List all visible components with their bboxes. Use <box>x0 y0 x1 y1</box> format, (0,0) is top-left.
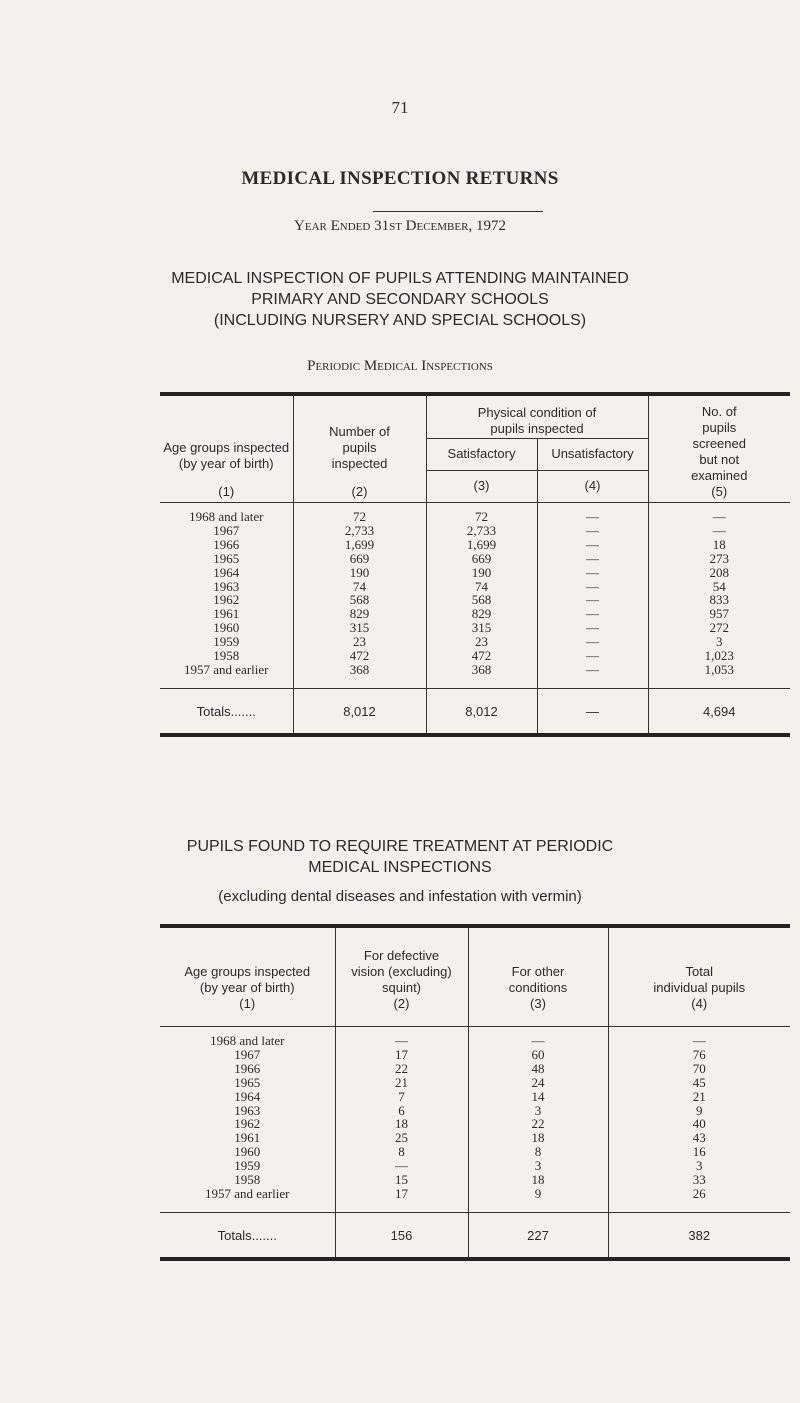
t2-age-cell: 1959 <box>234 1158 261 1174</box>
t1-screened-cell: 18 <box>648 538 790 552</box>
t1-row <box>160 538 790 552</box>
t2-other-cell: 3 <box>468 1159 608 1173</box>
t1-satisfactory-cell: 23 <box>426 635 537 649</box>
t1-row <box>160 607 790 621</box>
t2-age-cell: 1962 <box>234 1116 261 1132</box>
t1-age-cell: 1961 <box>213 606 240 622</box>
t2-total-header <box>608 926 790 1026</box>
t1-unsatisfactory-cell: — <box>537 524 648 538</box>
t1-satisfactory-cell: 190 <box>426 566 537 580</box>
t2-row <box>160 1048 790 1062</box>
unsatisfactory-num: (4) <box>537 470 648 502</box>
t2-other-num: (3) <box>530 995 546 1011</box>
t2-vision-header <box>335 926 468 1026</box>
t1-satisfactory-cell: 1,699 <box>426 538 537 552</box>
year-line: Year Ended 31st December, 1972 <box>294 218 506 234</box>
t1-screened-cell: 273 <box>648 552 790 566</box>
t2-row <box>160 1173 790 1187</box>
t1-screened-cell: 272 <box>648 621 790 635</box>
t1-spacer-cell <box>293 677 426 689</box>
t1-satisfactory-cell: 2,733 <box>426 524 537 538</box>
t1-satisfactory-cell: 74 <box>426 580 537 594</box>
t1-spacer <box>160 677 790 689</box>
t1-unsatisfactory-cell: — <box>537 621 648 635</box>
t2-row <box>160 1187 790 1201</box>
t1-unsatisfactory-cell: — <box>537 580 648 594</box>
t1-number-cell: 829 <box>293 607 426 621</box>
physical-header-line-2: pupils inspected <box>490 420 584 436</box>
t2-age-line-1: Age groups inspected <box>184 963 311 979</box>
number-header-line-3: inspected <box>331 455 388 471</box>
t2-total-line-2: individual pupils <box>653 979 746 995</box>
t2-row <box>160 1145 790 1159</box>
number-header-num: (2) <box>351 483 368 499</box>
t2-vision-line-3: squint) <box>381 979 422 995</box>
t2-total-cell: 21 <box>608 1090 790 1104</box>
t2-vision-cell: 21 <box>335 1076 468 1090</box>
t1-row <box>160 649 790 663</box>
t2-vision-cell: 15 <box>335 1173 468 1187</box>
t2-age-cell: 1958 <box>234 1172 261 1188</box>
t1-spacer-cell <box>537 677 648 689</box>
treatment-table-body <box>160 1026 790 1213</box>
number-header-line-1: Number of <box>329 423 390 439</box>
t1-unsatisfactory-cell: — <box>537 566 648 580</box>
t2-other-line-1: For other <box>511 963 565 979</box>
t2-spacer-cell <box>160 1201 335 1213</box>
t2-age-cell: 1967 <box>234 1046 261 1062</box>
periodic-inspections-heading: Periodic Medical Inspections <box>307 358 493 374</box>
t1-row <box>160 524 790 538</box>
number-header-line-2: pupils <box>342 439 377 455</box>
totals-number: 8,012 <box>293 689 426 735</box>
t2-vision-cell: 18 <box>335 1117 468 1131</box>
t2-total-cell: 33 <box>608 1173 790 1187</box>
t2-vision-cell: — <box>335 1034 468 1048</box>
physical-condition-header <box>426 394 648 438</box>
age-groups-header <box>160 394 293 502</box>
number-inspected-header <box>293 394 426 502</box>
t1-screened-cell: 1,023 <box>648 649 790 663</box>
t2-other-cell: 9 <box>468 1187 608 1201</box>
periodic-table-body <box>160 502 790 689</box>
screened-line-2: pupils <box>702 419 737 435</box>
totals-row <box>160 689 790 735</box>
t1-satisfactory-cell: 568 <box>426 593 537 607</box>
t2-totals-other: 227 <box>468 1213 608 1259</box>
t1-screened-cell: — <box>648 524 790 538</box>
t2-vision-cell: 6 <box>335 1104 468 1118</box>
screened-num: (5) <box>711 483 728 499</box>
t2-row <box>160 1062 790 1076</box>
periodic-inspections-table <box>160 392 790 737</box>
t1-age-cell: 1967 <box>213 522 240 538</box>
t1-age-cell: 1959 <box>213 634 240 650</box>
satisfactory-num: (3) <box>426 470 537 502</box>
t1-number-cell: 23 <box>293 635 426 649</box>
t1-row <box>160 663 790 677</box>
t1-spacer-cell <box>648 677 790 689</box>
t2-other-cell: 18 <box>468 1131 608 1145</box>
t1-number-cell: 2,733 <box>293 524 426 538</box>
t1-age-cell: 1965 <box>213 550 240 566</box>
t2-total-cell: 43 <box>608 1131 790 1145</box>
t1-number-cell: 315 <box>293 621 426 635</box>
t2-other-cell: 18 <box>468 1173 608 1187</box>
t2-age-cell: 1965 <box>234 1074 261 1090</box>
section2-heading <box>0 836 800 878</box>
t2-row <box>160 1090 790 1104</box>
t1-age-cell: 1958 <box>213 648 240 664</box>
t2-total-cell: 9 <box>608 1104 790 1118</box>
t1-screened-cell: 833 <box>648 593 790 607</box>
t2-spacer-cell <box>468 1201 608 1213</box>
t1-number-cell: 1,699 <box>293 538 426 552</box>
t2-age-cell: 1960 <box>234 1144 261 1160</box>
t1-row <box>160 566 790 580</box>
t2-total-cell: 16 <box>608 1145 790 1159</box>
age-header-line-1: Age groups inspected <box>163 439 290 455</box>
t1-row <box>160 552 790 566</box>
totals-satisfactory: 8,012 <box>426 689 537 735</box>
t2-total-cell: 45 <box>608 1076 790 1090</box>
t2-row <box>160 1104 790 1118</box>
t2-header-row <box>160 926 790 1026</box>
t2-total-cell: — <box>608 1034 790 1048</box>
t1-screened-cell: 54 <box>648 580 790 594</box>
t2-other-line-2: conditions <box>508 979 568 995</box>
t2-row <box>160 1159 790 1173</box>
t2-other-cell: 48 <box>468 1062 608 1076</box>
t2-other-cell: 22 <box>468 1117 608 1131</box>
t2-age-cell: 1963 <box>234 1102 261 1118</box>
screened-line-4: but not <box>699 451 740 467</box>
totals-screened: 4,694 <box>648 689 790 735</box>
t1-screened-cell: 208 <box>648 566 790 580</box>
t1-unsatisfactory-cell: — <box>537 538 648 552</box>
t2-age-header <box>160 926 335 1026</box>
t2-vision-cell: 25 <box>335 1131 468 1145</box>
t2-row <box>160 1076 790 1090</box>
t2-vision-cell: — <box>335 1159 468 1173</box>
section1-line-1: MEDICAL INSPECTION OF PUPILS ATTENDING MAINTAINED <box>171 270 629 287</box>
header-row-1 <box>160 394 790 438</box>
t2-vision-cell: 8 <box>335 1145 468 1159</box>
satisfactory-header: Satisfactory <box>426 438 537 470</box>
t1-unsatisfactory-cell: — <box>537 593 648 607</box>
t1-satisfactory-cell: 669 <box>426 552 537 566</box>
t1-number-cell: 568 <box>293 593 426 607</box>
t1-satisfactory-cell: 368 <box>426 663 537 677</box>
t1-number-cell: 74 <box>293 580 426 594</box>
t1-spacer-cell <box>160 677 293 689</box>
t2-age-num: (1) <box>239 995 256 1011</box>
section1-heading <box>0 268 800 331</box>
t1-number-cell: 669 <box>293 552 426 566</box>
t1-unsatisfactory-cell: — <box>537 663 648 677</box>
t1-screened-cell: — <box>648 510 790 524</box>
t2-vision-line-1: For defective <box>363 947 440 963</box>
totals-label: Totals....... <box>160 689 293 735</box>
t2-age-cell: 1968 and later <box>210 1033 285 1048</box>
t1-row <box>160 593 790 607</box>
screened-line-1: No. of <box>701 403 737 419</box>
t1-age-cell: 1962 <box>213 592 240 608</box>
t2-total-num: (4) <box>691 995 708 1011</box>
section1-line-3: (INCLUDING NURSERY AND SPECIAL SCHOOLS) <box>213 312 587 329</box>
t2-age-cell: 1961 <box>234 1130 261 1146</box>
t2-age-line-2: (by year of birth) <box>199 979 295 995</box>
t2-spacer-cell <box>608 1201 790 1213</box>
t1-unsatisfactory-cell: — <box>537 607 648 621</box>
t1-spacer-cell <box>426 677 537 689</box>
t2-spacer-cell <box>335 1201 468 1213</box>
screened-header <box>648 394 790 502</box>
t2-age-cell: 1966 <box>234 1060 261 1076</box>
age-header-num: (1) <box>218 483 235 499</box>
t2-other-header <box>468 926 608 1026</box>
t2-total-cell: 76 <box>608 1048 790 1062</box>
t1-satisfactory-cell: 72 <box>426 510 537 524</box>
t2-other-cell: 8 <box>468 1145 608 1159</box>
screened-line-3: screened <box>692 435 746 451</box>
t1-row <box>160 510 790 524</box>
t2-vision-cell: 7 <box>335 1090 468 1104</box>
t1-screened-cell: 3 <box>648 635 790 649</box>
t2-spacer <box>160 1201 790 1213</box>
t1-age-cell: 1964 <box>213 564 240 580</box>
t2-other-cell: 60 <box>468 1048 608 1062</box>
title-rule <box>373 211 543 212</box>
totals-unsatisfactory: — <box>537 689 648 735</box>
t2-total-cell: 70 <box>608 1062 790 1076</box>
t2-age-cell: 1957 and earlier <box>205 1185 290 1201</box>
t1-screened-cell: 1,053 <box>648 663 790 677</box>
t1-age-cell: 1963 <box>213 578 240 594</box>
t1-number-cell: 368 <box>293 663 426 677</box>
t2-other-cell: — <box>468 1034 608 1048</box>
t1-satisfactory-cell: 315 <box>426 621 537 635</box>
t1-age-cell: 1960 <box>213 620 240 636</box>
t1-age-cell: 1968 and later <box>189 509 264 524</box>
age-header-line-2: (by year of birth) <box>178 455 274 471</box>
t2-total-line-1: Total <box>685 963 713 979</box>
t1-row <box>160 621 790 635</box>
t1-age-cell: 1966 <box>213 536 240 552</box>
document-title: MEDICAL INSPECTION RETURNS <box>241 168 559 189</box>
t2-row <box>160 1034 790 1048</box>
t2-total-cell: 26 <box>608 1187 790 1201</box>
t1-unsatisfactory-cell: — <box>537 552 648 566</box>
t1-unsatisfactory-cell: — <box>537 635 648 649</box>
section1-line-2: PRIMARY AND SECONDARY SCHOOLS <box>251 291 549 308</box>
screened-line-5: examined <box>691 467 748 483</box>
t2-row <box>160 1131 790 1145</box>
t1-satisfactory-cell: 829 <box>426 607 537 621</box>
t1-row <box>160 580 790 594</box>
t1-number-cell: 72 <box>293 510 426 524</box>
t1-number-cell: 472 <box>293 649 426 663</box>
section2-line-1: PUPILS FOUND TO REQUIRE TREATMENT AT PERIODIC <box>186 838 614 855</box>
t2-total-cell: 40 <box>608 1117 790 1131</box>
t2-vision-cell: 17 <box>335 1048 468 1062</box>
t1-satisfactory-cell: 472 <box>426 649 537 663</box>
t2-vision-cell: 17 <box>335 1187 468 1201</box>
t2-vision-line-2: vision (excluding) <box>351 963 452 979</box>
unsatisfactory-header: Unsatisfactory <box>537 438 648 470</box>
t2-other-cell: 24 <box>468 1076 608 1090</box>
t2-totals-label: Totals....... <box>160 1213 335 1259</box>
section2-line-2: MEDICAL INSPECTIONS <box>308 859 492 876</box>
t1-unsatisfactory-cell: — <box>537 649 648 663</box>
section2-note: (excluding dental diseases and infestation with vermin) <box>218 888 582 905</box>
t1-screened-cell: 957 <box>648 607 790 621</box>
t2-vision-cell: 22 <box>335 1062 468 1076</box>
treatment-table <box>160 924 790 1261</box>
t1-number-cell: 190 <box>293 566 426 580</box>
t2-totals-row <box>160 1213 790 1259</box>
t2-other-cell: 14 <box>468 1090 608 1104</box>
t2-vision-num: (2) <box>393 995 410 1011</box>
t2-total-cell: 3 <box>608 1159 790 1173</box>
page-number: 71 <box>391 98 409 117</box>
t1-age-cell: 1957 and earlier <box>184 661 269 677</box>
t2-age-cell: 1964 <box>234 1088 261 1104</box>
t2-totals-vision: 156 <box>335 1213 468 1259</box>
t2-totals-total: 382 <box>608 1213 790 1259</box>
physical-header-line-1: Physical condition of <box>477 404 597 420</box>
t2-row <box>160 1117 790 1131</box>
t2-other-cell: 3 <box>468 1104 608 1118</box>
t1-unsatisfactory-cell: — <box>537 510 648 524</box>
t1-row <box>160 635 790 649</box>
